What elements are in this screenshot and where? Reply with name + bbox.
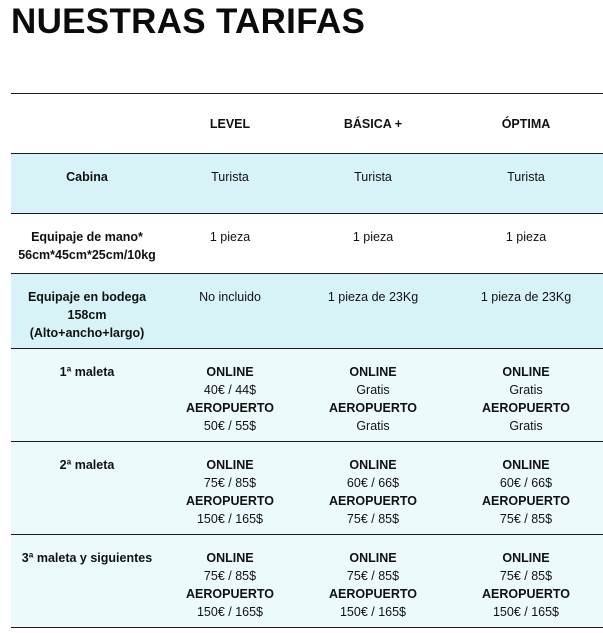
table-row-maleta-2 [11,442,603,535]
online-price: 75€ / 85$ [346,569,400,583]
airport-label: AEROPUERTO [329,494,417,508]
airport-label: AEROPUERTO [329,587,417,601]
online-price: 60€ / 66$ [499,476,553,490]
airport-price: 150€ / 165$ [196,512,264,526]
price-cell [449,349,603,441]
column-header-optima: ÓPTIMA [501,117,551,131]
airport-label: AEROPUERTO [186,401,274,415]
airport-price: Gratis [509,419,543,433]
column-header-level: LEVEL [209,117,251,131]
airport-price: 50€ / 55$ [203,419,257,433]
price-cell [297,442,449,534]
row-label-line: (Alto+ancho+largo) [29,326,145,340]
price-cell [163,442,297,534]
cell-value: Turista [507,170,545,184]
page-title: NUESTRAS TARIFAS [11,2,366,41]
cell-value: 1 pieza [209,230,251,244]
cell-value: 1 pieza [352,230,394,244]
online-price: 75€ / 85$ [203,476,257,490]
online-label: ONLINE [206,458,254,472]
online-price: 75€ / 85$ [499,569,553,583]
table-row-equipaje-bodega [11,274,603,349]
row-label [11,214,163,273]
cell-value: 1 pieza de 23Kg [480,290,572,304]
price-cell [449,535,603,627]
table-row-equipaje-mano [11,214,603,274]
airport-label: AEROPUERTO [329,401,417,415]
row-label: 1ª maleta [59,365,115,379]
online-label: ONLINE [206,551,254,565]
cell-value: No incluido [199,290,261,304]
airport-price: 150€ / 165$ [196,605,264,619]
price-cell [163,535,297,627]
online-label: ONLINE [206,365,254,379]
row-label-line: Cabina [66,170,108,184]
column-header-basica: BÁSICA + [343,117,403,131]
airport-label: AEROPUERTO [186,494,274,508]
online-label: ONLINE [349,551,397,565]
price-cell [163,349,297,441]
airport-price: 75€ / 85$ [346,512,400,526]
row-label: 2ª maleta [59,458,115,472]
airport-label: AEROPUERTO [482,587,570,601]
airport-label: AEROPUERTO [482,401,570,415]
cell-value: Turista [354,170,392,184]
online-label: ONLINE [349,365,397,379]
table-header-row [11,94,603,154]
online-price: Gratis [356,383,390,397]
price-cell [297,535,449,627]
row-label-line: Equipaje en bodega [27,290,147,304]
cell-value: 1 pieza [505,230,547,244]
airport-price: 150€ / 165$ [492,605,560,619]
header-empty-cell [11,94,163,153]
online-price: 40€ / 44$ [203,383,257,397]
airport-label: AEROPUERTO [186,587,274,601]
row-label-line: Equipaje de mano* [31,230,143,244]
row-label [11,154,163,213]
airport-price: Gratis [356,419,390,433]
table-row-maleta-1 [11,349,603,442]
table-row-cabina [11,154,603,214]
airport-price: 75€ / 85$ [499,512,553,526]
row-label-line: 158cm [67,308,107,322]
airport-label: AEROPUERTO [482,494,570,508]
online-label: ONLINE [349,458,397,472]
online-price: 75€ / 85$ [203,569,257,583]
online-price: Gratis [509,383,543,397]
online-price: 60€ / 66$ [346,476,400,490]
row-label: 3ª maleta y siguientes [21,551,153,565]
cell-value: 1 pieza de 23Kg [327,290,419,304]
online-label: ONLINE [502,365,550,379]
price-cell [449,442,603,534]
price-cell [297,349,449,441]
online-label: ONLINE [502,458,550,472]
row-label [11,274,163,348]
online-label: ONLINE [502,551,550,565]
fares-table [11,93,603,628]
row-label-line: 56cm*45cm*25cm/10kg [18,248,156,262]
airport-price: 150€ / 165$ [339,605,407,619]
cell-value: Turista [211,170,249,184]
table-row-maleta-3 [11,535,603,628]
